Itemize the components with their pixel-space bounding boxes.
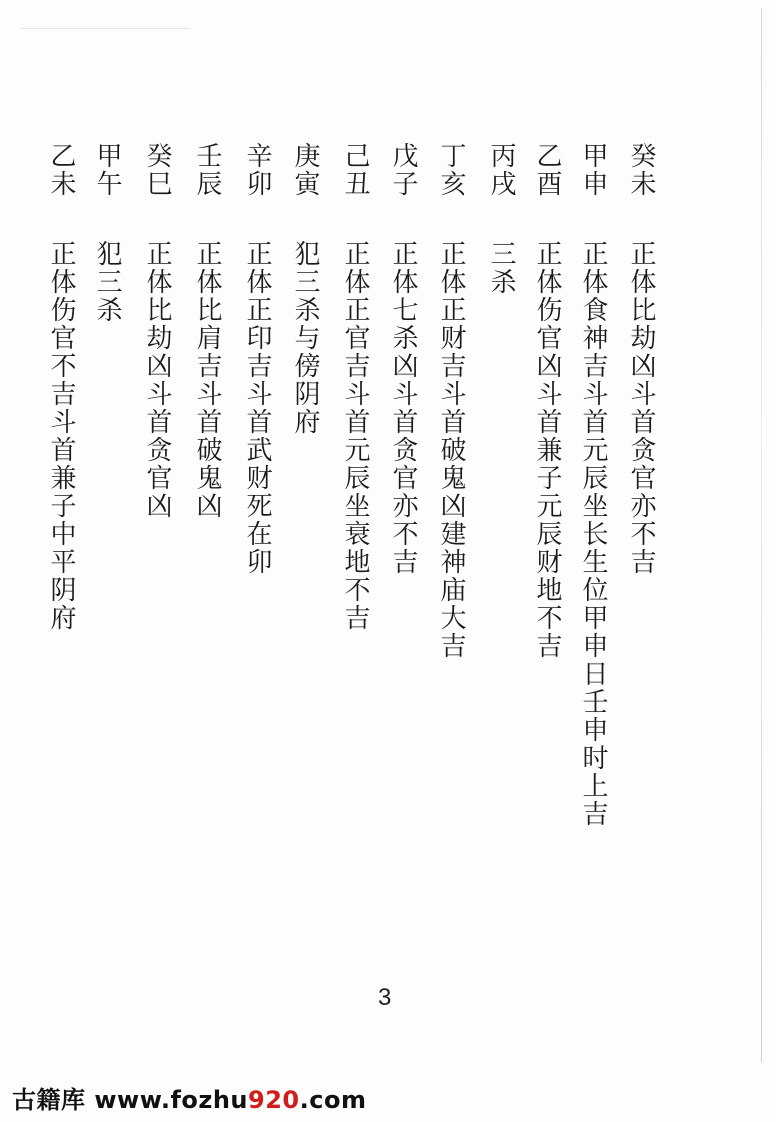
watermark-prefix: 古籍库 www.fozhu	[12, 1086, 249, 1114]
entry-stem: 辛卯	[242, 142, 272, 198]
entry-stem: 己丑	[340, 142, 370, 198]
entry-text: 犯三杀	[92, 240, 122, 324]
entry-stem: 甲申	[578, 142, 608, 198]
scan-edge-top	[20, 28, 190, 29]
entry-text: 犯三杀与傍阴府	[290, 240, 320, 436]
entry-stem: 壬辰	[192, 142, 222, 198]
entry-text: 正体正官吉斗首元辰坐衰地不吉	[340, 240, 370, 632]
entry-text: 正体比劫凶斗首贪官亦不吉	[626, 240, 656, 576]
entry-text: 三杀	[486, 240, 516, 296]
entry-stem: 丁亥	[436, 142, 466, 198]
entry-stem: 乙未	[46, 142, 76, 198]
entry-text: 正体食神吉斗首元辰坐长生位甲申日壬申时上吉	[578, 240, 608, 828]
entry-stem: 甲午	[92, 142, 122, 198]
entry-text: 正体比肩吉斗首破鬼凶	[192, 240, 222, 520]
entry-stem: 癸未	[626, 142, 656, 198]
entry-stem: 庚寅	[290, 142, 320, 198]
scan-edge-right	[761, 8, 762, 1062]
entry-text: 正体比劫凶斗首贪官凶	[142, 240, 172, 520]
entry-text: 正体正财吉斗首破鬼凶建神庙大吉	[436, 240, 466, 660]
entry-text: 正体正印吉斗首武财死在卯	[242, 240, 272, 576]
entry-text: 正体七杀凶斗首贪官亦不吉	[388, 240, 418, 576]
entry-stem: 癸巳	[142, 142, 172, 198]
watermark-suffix: .com	[299, 1086, 367, 1114]
site-watermark	[12, 1080, 366, 1115]
entry-stem: 戊子	[388, 142, 418, 198]
entry-text: 正体伤官凶斗首兼子元辰财地不吉	[532, 240, 562, 660]
entry-stem: 乙酉	[532, 142, 562, 198]
watermark-number: 920	[248, 1086, 300, 1114]
entry-text: 正体伤官不吉斗首兼子中平阴府	[46, 240, 76, 632]
page-number: 3	[378, 984, 392, 1011]
entry-stem: 丙戌	[486, 142, 516, 198]
